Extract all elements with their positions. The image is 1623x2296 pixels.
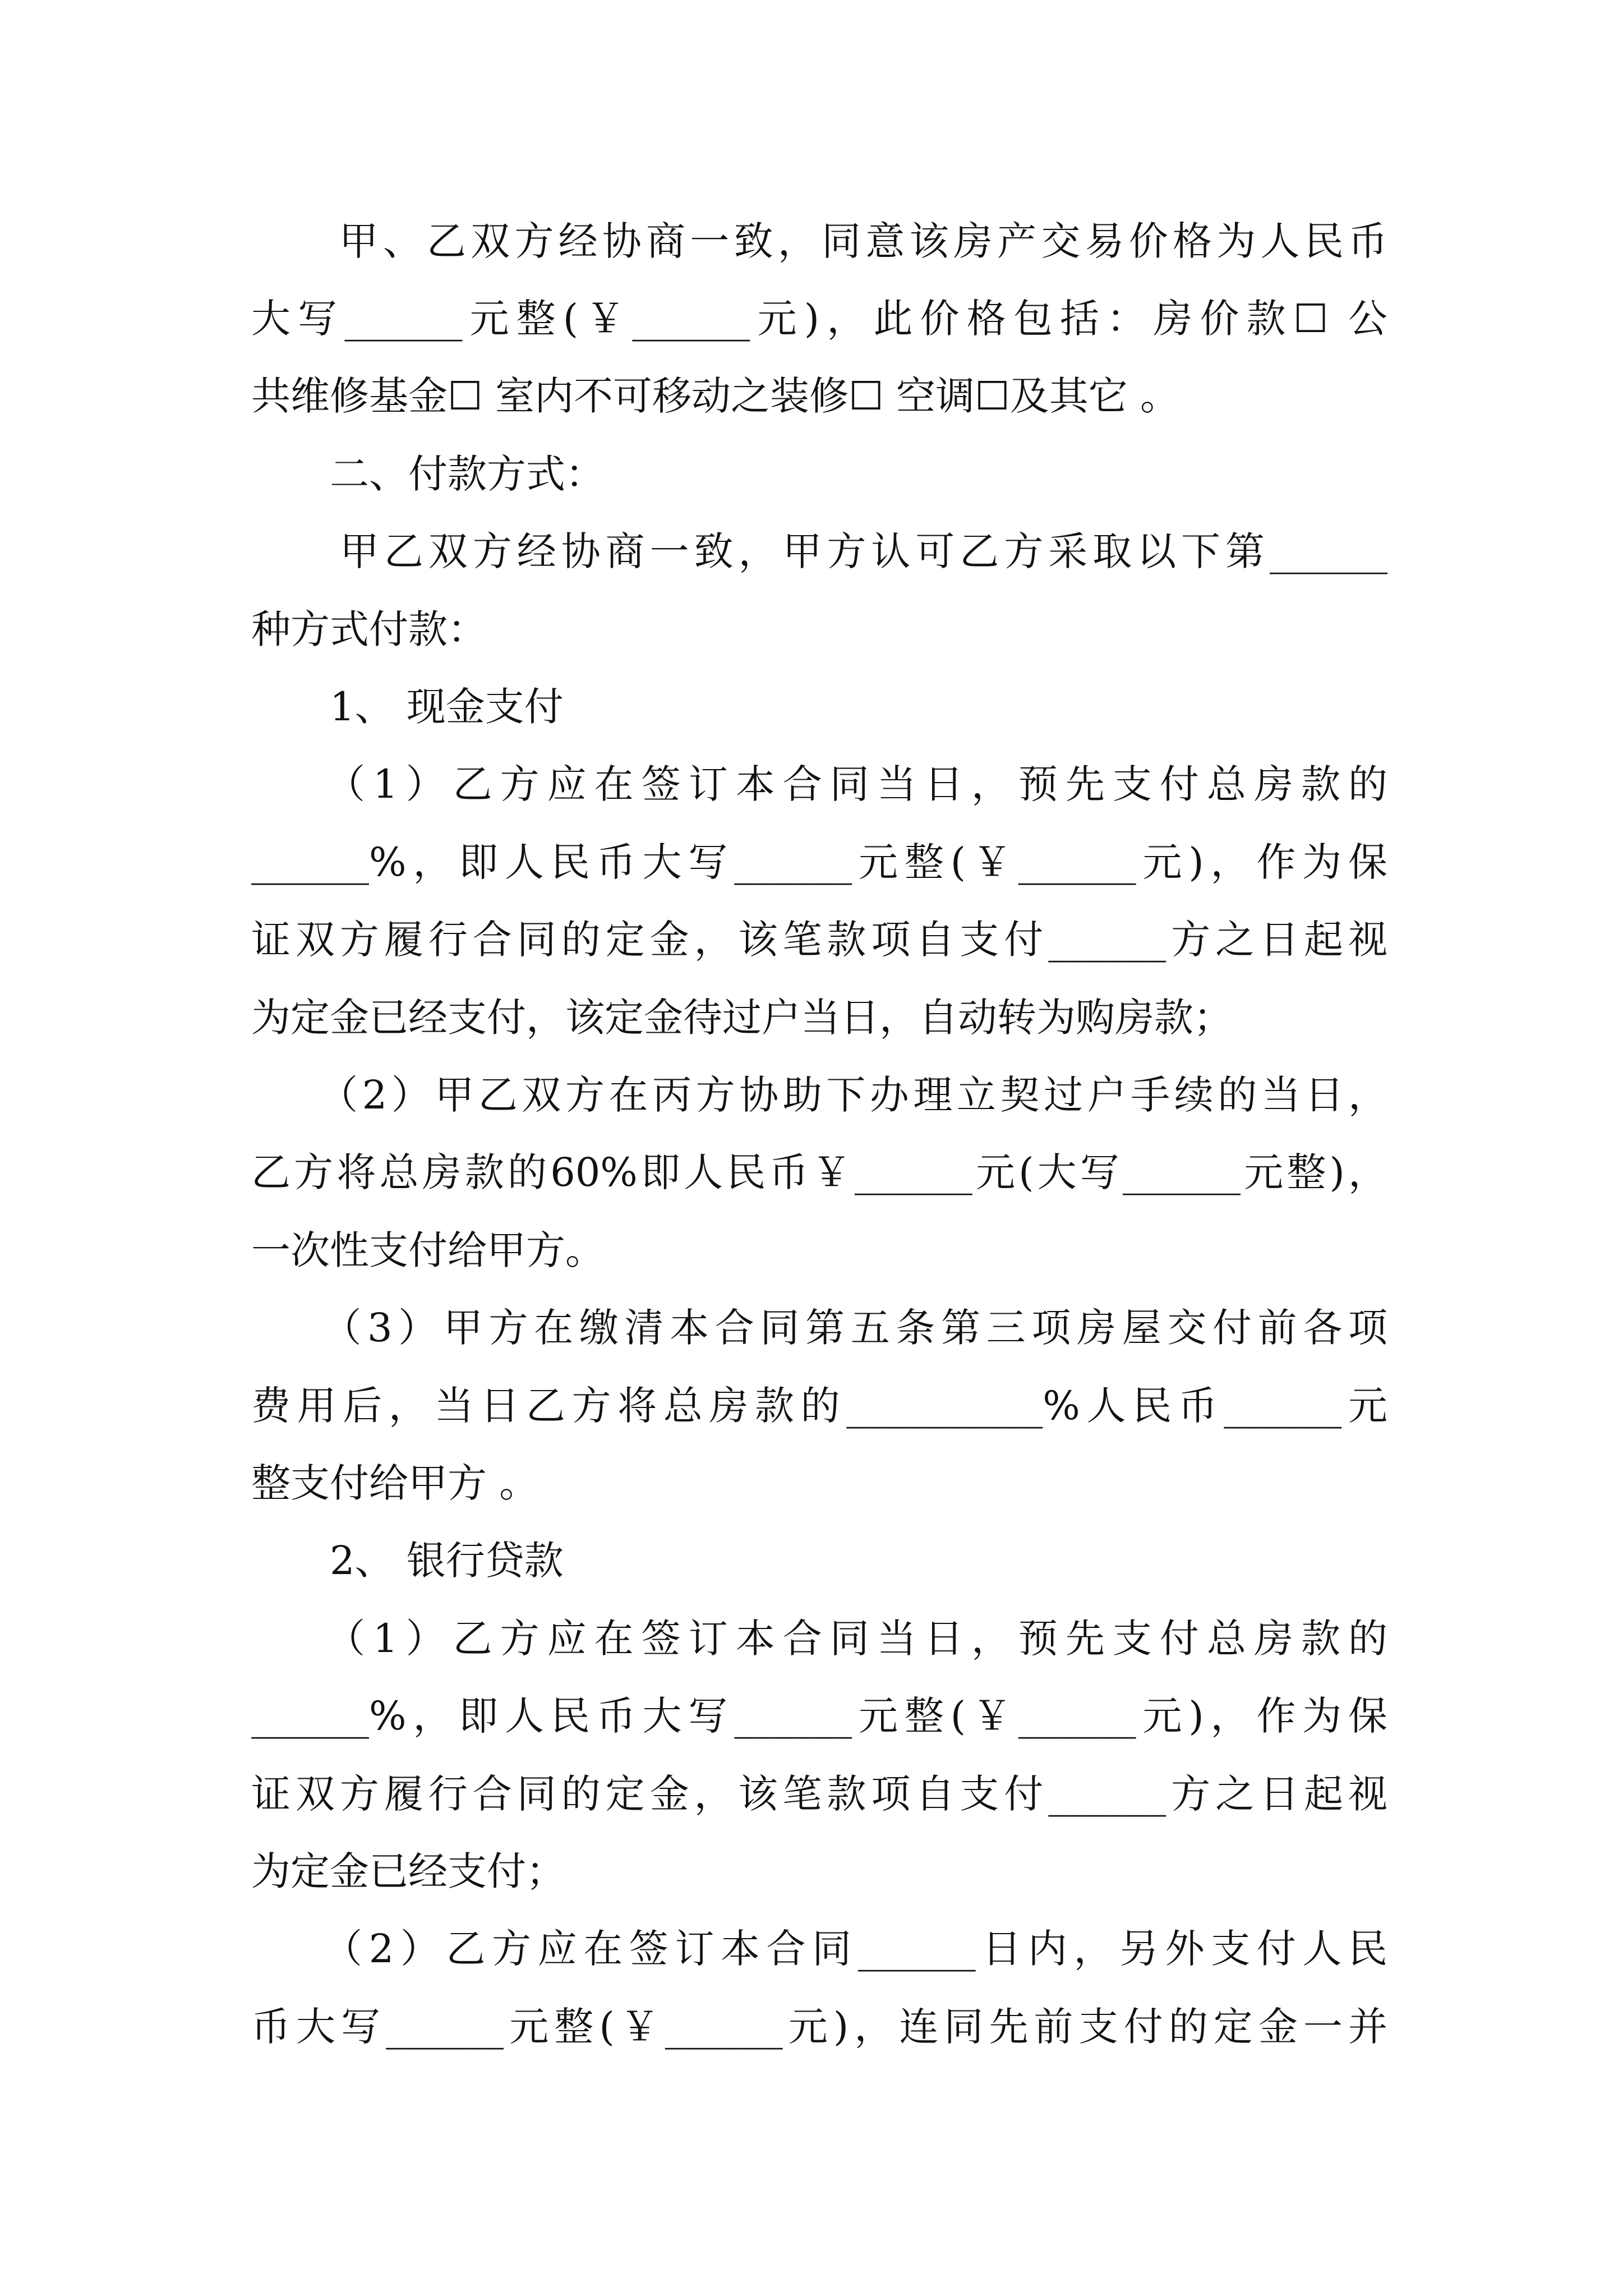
section-heading: 二、付款方式：	[251, 451, 605, 497]
text-line: 为定金已经支付；	[251, 1848, 565, 1894]
text-line: 为定金已经支付，该定金待过户当日，自动转为购房款；	[251, 995, 1233, 1041]
text-line: 种方式付款：	[251, 606, 487, 652]
subsection-heading: 2、 银行贷款	[251, 1538, 564, 1584]
text-line: 整支付给甲方 。	[251, 1460, 539, 1506]
text-line: 共维修基金☐ 室内不可移动之装修☐ 空调☐及其它 。	[251, 373, 1180, 419]
text-line: （2）乙方应在签订本合同______日内，另外支付人民	[251, 1926, 1387, 1972]
text-line: 证双方履行合同的定金，该笔款项自支付______方之日起视	[251, 917, 1387, 963]
text-line: （3）甲方在缴清本合同第五条第三项房屋交付前各项	[251, 1305, 1387, 1351]
text-line: ______%，即人民币大写______元整(￥______元)，作为保	[251, 839, 1387, 885]
text-line: 币大写______元整(￥______元)，连同先前支付的定金一并	[251, 2004, 1387, 2050]
text-line: ______%，即人民币大写______元整(￥______元)，作为保	[251, 1693, 1387, 1739]
text-line: （2）甲乙双方在丙方协助下办理立契过户手续的当日，	[251, 1072, 1387, 1118]
text-line: 费用后，当日乙方将总房款的__________%人民币______元	[251, 1383, 1387, 1429]
text-line: 甲、乙双方经协商一致，同意该房产交易价格为人民币	[251, 218, 1387, 264]
text-line: 乙方将总房款的60%即人民币￥______元(大写______元整)，	[251, 1149, 1387, 1195]
text-line: 证双方履行合同的定金，该笔款项自支付______方之日起视	[251, 1771, 1387, 1817]
text-line: （1）乙方应在签订本合同当日，预先支付总房款的	[251, 1616, 1387, 1662]
subsection-heading: 1、 现金支付	[251, 684, 564, 730]
text-line: 大写______元整(￥______元)，此价格包括：房价款☐ 公	[251, 296, 1387, 342]
text-line: 甲乙双方经协商一致，甲方认可乙方采取以下第______	[251, 528, 1387, 574]
text-line: （1）乙方应在签订本合同当日，预先支付总房款的	[251, 761, 1387, 807]
text-line: 一次性支付给甲方。	[251, 1227, 605, 1273]
